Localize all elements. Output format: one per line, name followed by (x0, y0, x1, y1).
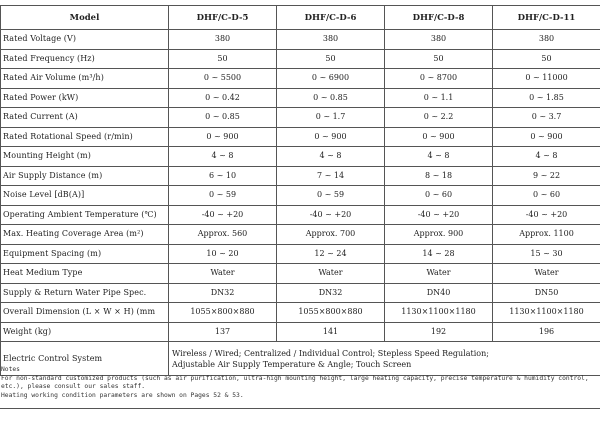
row-value: 4 ~ 8 (385, 147, 493, 167)
table-row (1, 30, 600, 50)
row-label: Weight (kg) (1, 322, 169, 342)
header-model-4: DHF/C-D-11 (493, 6, 600, 30)
row-value: 380 (277, 30, 385, 50)
row-value: Approx. 700 (277, 225, 385, 245)
row-value: 0 ~ 59 (277, 186, 385, 206)
row-value: -40 ~ +20 (169, 205, 277, 225)
row-value: 0 ~ 0.42 (169, 88, 277, 108)
table-row (1, 186, 600, 206)
electric-control-line-1: Wireless / Wired; Centralized / Individual Control; Stepless Speed Regulation; (172, 348, 489, 358)
row-value: 380 (169, 30, 277, 50)
row-value: Water (385, 264, 493, 284)
row-label: Rated Air Volume (m³/h) (1, 69, 169, 89)
row-value: Water (169, 264, 277, 284)
notes-line-1: For non-standard customized products (such as air purification, ultra-high mounting height, large heating capacity, precise temperature & humidity control, etc.), please consult our sales staff. (1, 374, 589, 391)
table-row (1, 49, 600, 69)
row-value: 1130×1100×1180 (493, 303, 600, 323)
row-label: Mounting Height (m) (1, 147, 169, 167)
table-row (1, 283, 600, 303)
row-value: 0 ~ 3.7 (493, 108, 600, 128)
row-value: 0 ~ 59 (169, 186, 277, 206)
bottom-rule (0, 408, 600, 409)
notes (1, 366, 597, 400)
row-value: 0 ~ 6900 (277, 69, 385, 89)
header-model-3: DHF/C-D-8 (385, 6, 493, 30)
table-row (1, 88, 600, 108)
row-value: 0 ~ 5500 (169, 69, 277, 89)
row-label: Rated Power (kW) (1, 88, 169, 108)
row-value: DN32 (169, 283, 277, 303)
row-label: Max. Heating Coverage Area (m²) (1, 225, 169, 245)
row-label: Rated Frequency (Hz) (1, 49, 169, 69)
table-row (1, 264, 600, 284)
row-label: Rated Voltage (V) (1, 30, 169, 50)
row-label: Air Supply Distance (m) (1, 166, 169, 186)
table-row (1, 205, 600, 225)
row-value: 6 ~ 10 (169, 166, 277, 186)
notes-title: Notes (1, 366, 20, 373)
row-value: -40 ~ +20 (493, 205, 600, 225)
row-value: 141 (277, 322, 385, 342)
row-value: 4 ~ 8 (169, 147, 277, 167)
row-value: 0 ~ 1.85 (493, 88, 600, 108)
table-row (1, 108, 600, 128)
header-model-2: DHF/C-D-6 (277, 6, 385, 30)
row-label: Rated Rotational Speed (r/min) (1, 127, 169, 147)
row-value: 7 ~ 14 (277, 166, 385, 186)
row-label: Heat Medium Type (1, 264, 169, 284)
row-value: 1130×1100×1180 (385, 303, 493, 323)
row-value: Approx. 560 (169, 225, 277, 245)
row-label: Rated Current (A) (1, 108, 169, 128)
table-row (1, 244, 600, 264)
row-value: 4 ~ 8 (277, 147, 385, 167)
row-value: 0 ~ 900 (493, 127, 600, 147)
row-value: 50 (385, 49, 493, 69)
row-value: 1055×800×880 (277, 303, 385, 323)
electric-control-label: Electric Control System (1, 342, 169, 376)
row-value: 15 ~ 30 (493, 244, 600, 264)
row-label: Operating Ambient Temperature (℃) (1, 205, 169, 225)
row-value: 4 ~ 8 (493, 147, 600, 167)
row-value: 0 ~ 900 (169, 127, 277, 147)
table-row (1, 166, 600, 186)
row-value: 0 ~ 0.85 (277, 88, 385, 108)
table-row (1, 147, 600, 167)
row-value: 192 (385, 322, 493, 342)
row-value: 0 ~ 60 (385, 186, 493, 206)
table-row (1, 69, 600, 89)
row-value: 0 ~ 60 (493, 186, 600, 206)
table-row (1, 322, 600, 342)
notes-line-2: Heating working condition parameters are shown on Pages 52 & 53. (1, 391, 244, 399)
row-value: 50 (277, 49, 385, 69)
row-value: 0 ~ 1.7 (277, 108, 385, 128)
row-value: 137 (169, 322, 277, 342)
row-value: -40 ~ +20 (385, 205, 493, 225)
row-value: 10 ~ 20 (169, 244, 277, 264)
row-value: 0 ~ 0.85 (169, 108, 277, 128)
header-row (1, 6, 600, 30)
table-row (1, 127, 600, 147)
row-value: 0 ~ 11000 (493, 69, 600, 89)
header-model: Model (1, 6, 169, 30)
row-value: Approx. 1100 (493, 225, 600, 245)
row-value: Water (493, 264, 600, 284)
row-value: DN40 (385, 283, 493, 303)
row-value: 0 ~ 8700 (385, 69, 493, 89)
row-value: Approx. 900 (385, 225, 493, 245)
row-value: DN32 (277, 283, 385, 303)
row-value: 14 ~ 28 (385, 244, 493, 264)
row-value: 1055×800×880 (169, 303, 277, 323)
row-value: 0 ~ 2.2 (385, 108, 493, 128)
row-value: 196 (493, 322, 600, 342)
spec-table (0, 5, 600, 376)
row-value: 380 (493, 30, 600, 50)
row-value: Water (277, 264, 385, 284)
electric-control-line-2: Adjustable Air Supply Temperature & Angle; Touch Screen (172, 359, 412, 369)
row-value: 50 (169, 49, 277, 69)
row-value: 12 ~ 24 (277, 244, 385, 264)
row-label: Overall Dimension (L × W × H) (mm (1, 303, 169, 323)
row-value: -40 ~ +20 (277, 205, 385, 225)
table-row (1, 303, 600, 323)
row-label: Noise Level [dB(A)] (1, 186, 169, 206)
row-value: 0 ~ 900 (385, 127, 493, 147)
row-label: Equipment Spacing (m) (1, 244, 169, 264)
row-value: 0 ~ 900 (277, 127, 385, 147)
row-value: DN50 (493, 283, 600, 303)
table-row (1, 225, 600, 245)
header-model-1: DHF/C-D-5 (169, 6, 277, 30)
row-value: 50 (493, 49, 600, 69)
row-value: 0 ~ 1.1 (385, 88, 493, 108)
row-value: 8 ~ 18 (385, 166, 493, 186)
row-value: 380 (385, 30, 493, 50)
row-value: 9 ~ 22 (493, 166, 600, 186)
row-label: Supply & Return Water Pipe Spec. (1, 283, 169, 303)
